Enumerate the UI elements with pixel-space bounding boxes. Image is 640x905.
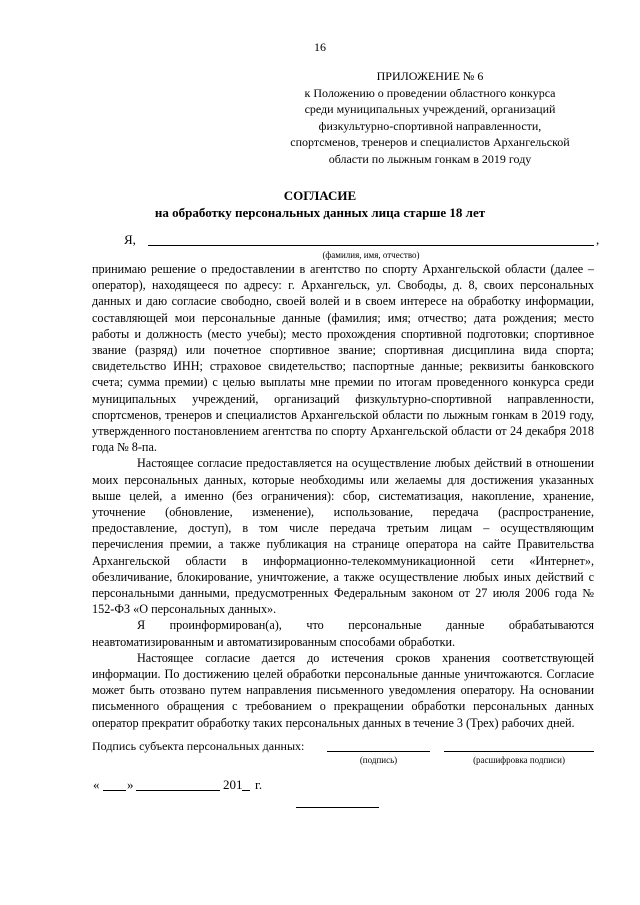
consent-body bbox=[92, 261, 594, 731]
name-line bbox=[92, 232, 606, 250]
informed-word: Я bbox=[137, 618, 146, 633]
paragraph-informed-continuation: неавтоматизированным и автоматизированным способами обработки. bbox=[92, 634, 456, 649]
name-caption: (фамилия, имя, отчество) bbox=[322, 250, 420, 260]
date-year-prefix: 201 bbox=[223, 777, 243, 792]
name-prefix: Я, bbox=[124, 232, 136, 247]
date-month-field[interactable] bbox=[136, 790, 220, 791]
appendix-line: спортсменов, тренеров и специалистов Архангельской bbox=[290, 135, 570, 149]
informed-word: проинформирован(а), bbox=[169, 618, 282, 633]
signature-row bbox=[92, 739, 602, 755]
document-subtitle: на обработку персональных данных лица старше 18 лет bbox=[154, 205, 486, 220]
date-close-quote: » bbox=[127, 777, 134, 792]
name-comma: , bbox=[596, 232, 600, 247]
appendix-line: области по лыжным гонкам в 2019 году bbox=[328, 151, 532, 166]
signature-decode-caption: (расшифровка подписи) bbox=[473, 755, 565, 765]
appendix-block bbox=[270, 68, 590, 167]
date-year-field[interactable] bbox=[242, 790, 250, 791]
signature-decode-field[interactable] bbox=[444, 751, 594, 752]
appendix-lines bbox=[270, 85, 590, 168]
paragraph-duration: Настоящее согласие дается до истечения сроков хранения соответствующей информации. По достижению целей обработки персональные данные уничтожаются. Согласие может быть отозвано путем направления письменного уведомления оператору. На основании письменного обращения с требованием о прекращении обработки персональных данных оператор прекратит обработку таких персональных данных в течение 3 (Трех) рабочих дней. bbox=[92, 650, 594, 730]
appendix-line: физкультурно-спортивной направленности, bbox=[318, 118, 542, 133]
informed-word: данные bbox=[446, 618, 485, 633]
appendix-title: ПРИЛОЖЕНИЕ № 6 bbox=[376, 69, 484, 83]
signature-label: Подпись субъекта персональных данных: bbox=[92, 739, 305, 753]
page-number: 16 bbox=[314, 40, 326, 54]
appendix-line: среди муниципальных учреждений, организаций bbox=[304, 102, 556, 116]
date-open-quote: « bbox=[93, 777, 100, 792]
paragraph-actions: Настоящее согласие предоставляется на осуществление любых действий в отношении моих персональных данных, которые необходимы или желаемы для достижения указанных выше целей, а именно (без ограничения): сбор, систематизация, накопление, хранение, уточнение (обновление, изменение), использование, передача (распространение, предоставление, доступ), в том числе передача третьим лицам – осуществляющим перечисления премии, а также публикация на странице оператора на сайте Правительства Архангельской области в информационно-телекоммуникационной сети «Интернет», обезличивание, блокирование, уничтожение, а также осуществление любых иных действий с персональными данными, предусмотренных Федеральным законом от 27 июля 2006 года № 152-ФЗ «О персональных данных». bbox=[92, 456, 594, 617]
signature-field[interactable] bbox=[327, 751, 430, 752]
date-row bbox=[93, 777, 293, 795]
signature-caption: (подпись) bbox=[359, 755, 398, 765]
date-year-suffix: г. bbox=[255, 777, 263, 792]
informed-word: обрабатываются bbox=[508, 618, 594, 633]
paragraph-decision: принимаю решение о предоставлении в агентство по спорту Архангельской области (далее – оператор), находящееся по адресу: г. Архангельск, ул. Свободы, д. 8, своих персональных данных и даю согласие свободно, своей волей и в своем интересе на обработку информации, составляющей мои персональные данные (фамилия; имя; отчество; дата рождения; место работы и должность (место учебы); место прохождения спортивной подготовки; спортивное звание (разряд) или почетное спортивное звание; спортивная дисциплина вида спорта; свидетельство ИНН; страховое свидетельство; паспортные данные; реквизиты банковского счета; сумма премии) с целью выплаты мне премии по итогам проведенного конкурса среди муниципальных учреждений, организаций физкультурно-спортивной направленности, спортсменов, тренеров и специалистов Архангельской области по лыжным гонкам в 2019 году, утвержденного постановлением агентства по спорту Архангельской области от 24 декабря 2018 года № 8-па. bbox=[92, 262, 594, 455]
document-title: СОГЛАСИЕ bbox=[283, 188, 357, 203]
informed-word: что bbox=[306, 618, 324, 633]
paragraph-informed-line bbox=[92, 617, 594, 633]
date-day-field[interactable] bbox=[103, 790, 126, 791]
appendix-line: к Положению о проведении областного конкурса bbox=[304, 85, 556, 100]
end-divider bbox=[296, 807, 379, 808]
informed-word: персональные bbox=[348, 618, 422, 633]
name-blank-field[interactable] bbox=[148, 245, 594, 246]
